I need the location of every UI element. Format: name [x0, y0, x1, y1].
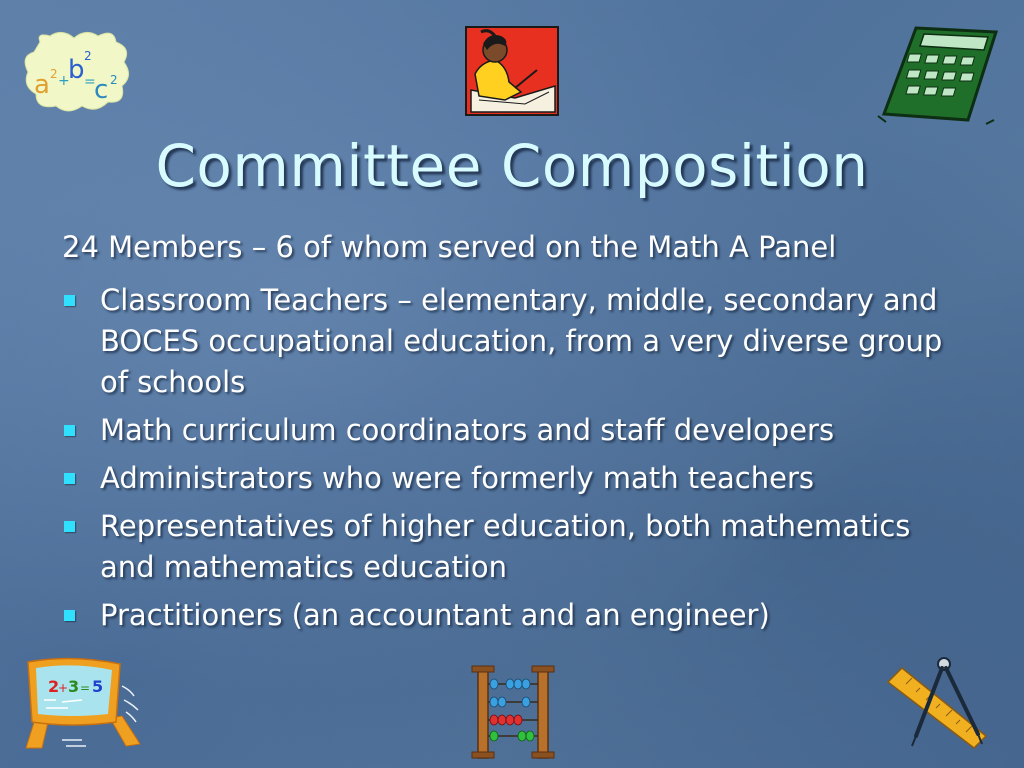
compass-ruler-icon: [886, 654, 990, 750]
abacus-icon: [466, 664, 558, 760]
bullet-square-icon: [64, 610, 75, 621]
svg-text:=: =: [80, 681, 91, 695]
bullet-text: Practitioners (an accountant and an engineer): [100, 598, 770, 632]
blackboard-digit: 2: [48, 677, 60, 696]
list-item: [60, 280, 960, 403]
blackboard-digit: 5: [92, 677, 104, 696]
blackboard-easel-icon: [22, 656, 148, 752]
bullet-text: Math curriculum coordinators and staff developers: [100, 413, 835, 447]
list-item: [60, 410, 960, 451]
bullet-text: Classroom Teachers – elementary, middle, secondary and BOCES occupational education, from a very diverse group of schools: [100, 283, 943, 399]
bullet-list: [60, 280, 960, 643]
list-item: [60, 458, 960, 499]
blackboard-digit: 3: [68, 677, 80, 696]
student-writing-icon: [465, 26, 559, 116]
svg-text:2: 2: [110, 73, 118, 87]
pythagoras-b-text: b: [68, 55, 85, 85]
slide-title: Committee Composition: [155, 132, 869, 200]
list-item: [60, 506, 960, 588]
intro-text: 24 Members – 6 of whom served on the Math A Panel: [62, 230, 837, 264]
svg-text:+: +: [58, 73, 70, 89]
bullet-square-icon: [64, 295, 75, 306]
svg-text:=: =: [84, 74, 96, 90]
bullet-text: Representatives of higher education, both mathematics and mathematics education: [100, 509, 911, 584]
svg-text:+: +: [58, 681, 69, 695]
bullet-square-icon: [64, 425, 75, 436]
pythagoras-a-text: a: [34, 70, 50, 100]
bullet-text: Administrators who were formerly math teachers: [100, 461, 814, 495]
calculator-icon: [876, 24, 1000, 126]
svg-text:2: 2: [84, 49, 92, 63]
pythagoras-c-text: c: [94, 75, 109, 105]
bullet-square-icon: [64, 521, 75, 532]
svg-text:2: 2: [50, 67, 58, 81]
pythagoras-icon: [22, 30, 132, 112]
list-item: [60, 595, 960, 636]
bullet-square-icon: [64, 473, 75, 484]
